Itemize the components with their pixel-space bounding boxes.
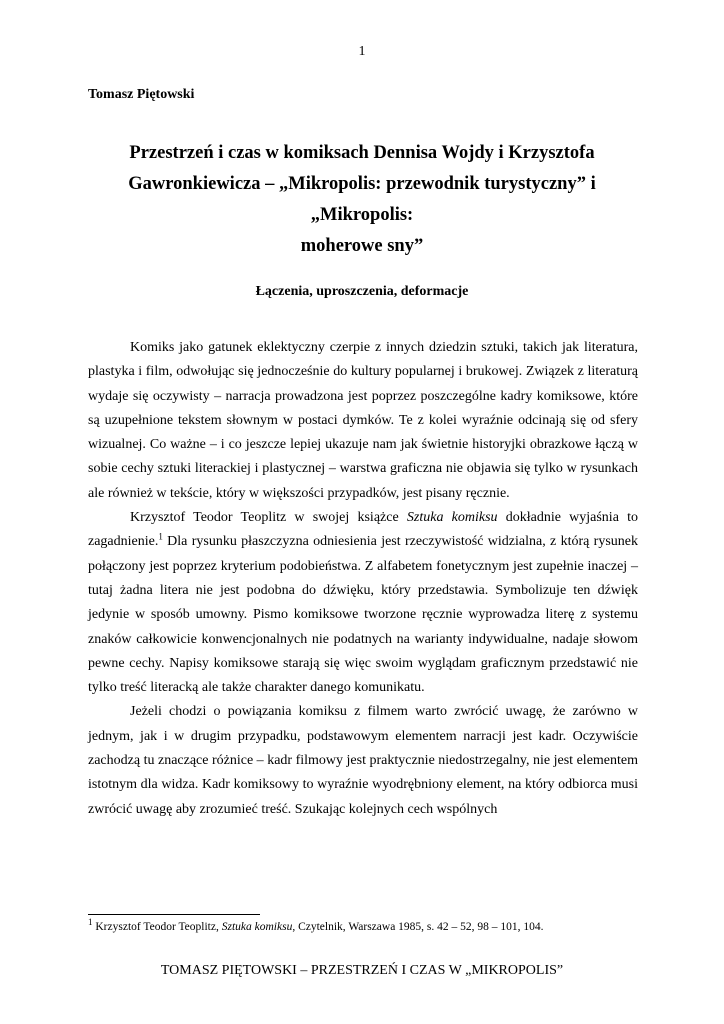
paragraph-text: Krzysztof Teodor Teoplitz w swojej książce (130, 510, 407, 526)
footnote-text: , Czytelnik, Warszawa 1985, s. 42 – 52, 98 – 101, 104. (292, 921, 544, 933)
title-line: Przestrzeń i czas w komiksach Dennisa Wojdy i Krzysztofa (129, 143, 595, 163)
paragraph-text: Dla rysunku płaszczyzna odniesienia jest rzeczywistość widzialna, z którą rysunek połączony jest poprzez kryterium podobieństwa. Z alfabetem fonetycznym jest zupełnie inaczej – tutaj żadna litera nie jest podobna do dźwięku, który przedstawia. Symbolizuje ten dźwięk jedynie w sposób umowny. Pismo komiksowe tworzone ręcznie wyprowadza literę z systemu znaków całkowicie konwencjonalnych nie podatnych na warianty indywidualne, nadaje słowom pewne cechy. Napisy komiksowe starają się więc swoim wyglądam graficznym przedstawić nie tylko treść literacką ale także charakter danego komunikatu. (88, 534, 638, 696)
footnote-text: Krzysztof Teodor Teoplitz, (92, 921, 222, 933)
footnote-number: 1 (88, 917, 93, 928)
page-footer: TOMASZ PIĘTOWSKI – PRZESTRZEŃ I CZAS W „MIKROPOLIS” (160, 963, 564, 978)
paragraph: Komiks jako gatunek eklektyczny czerpie z innych dziedzin sztuki, takich jak literatura, plastyka i film, odwołując się jednocześnie do kultury popularnej i brukowej. Związek z literaturą wydaje się oczywisty – narracja prowadzona jest poprzez poszczególne kadry komiksowe, które są uzupełnione tekstem słownym w postaci dymków. Te z kolei wyraźnie odcinają się od sfery wizualnej. Co ważne – i co jeszcze lepiej ukazuje nam jak świetnie historyjki obrazkowe łączą w sobie cechy sztuki literackiej i plastycznej – warstwa graficzna nie objawia się tylko w rysunkach ale również w tekście, który w większości przypadków, jest pisany ręcznie. (88, 340, 638, 501)
footnote (88, 917, 638, 933)
book-title: Sztuka komiksu (406, 510, 498, 526)
body-text (88, 336, 638, 822)
footnote-divider (88, 914, 260, 915)
author-name: Tomasz Piętowski (88, 87, 195, 102)
title-line: moherowe sny” (300, 236, 424, 256)
article-title (88, 138, 636, 262)
paragraph: Jeżeli chodzi o powiązania komiksu z filmem warto zwrócić uwagę, że zarówno w jednym, jak i w drugim przypadku, podstawowym elementem narracji jest kadr. Oczywiście zachodzą tu znaczące różnice – kadr filmowy jest praktycznie niedostrzegalny, nie jest elementem istotnym dla widza. Kadr komiksowy to wyraźnie wyodrębniony element, na który odbiorca musi zwrócić uwagę aby zrozumieć treść. Szukając kolejnych cech wspólnych (88, 704, 638, 817)
footnote-book-title: Sztuka komiksu (221, 921, 293, 933)
paragraph-text: dokładnie wyjaśnia to zagadnienie. (88, 510, 638, 550)
footnote-reference: 1 (158, 531, 163, 542)
page-number: 1 (358, 44, 366, 59)
section-heading: Łączenia, uproszczenia, deformacje (255, 284, 469, 299)
paragraph (88, 506, 638, 700)
title-line: Gawronkiewicza – „Mikropolis: przewodnik turystyczny” i „Mikropolis: (128, 174, 596, 225)
